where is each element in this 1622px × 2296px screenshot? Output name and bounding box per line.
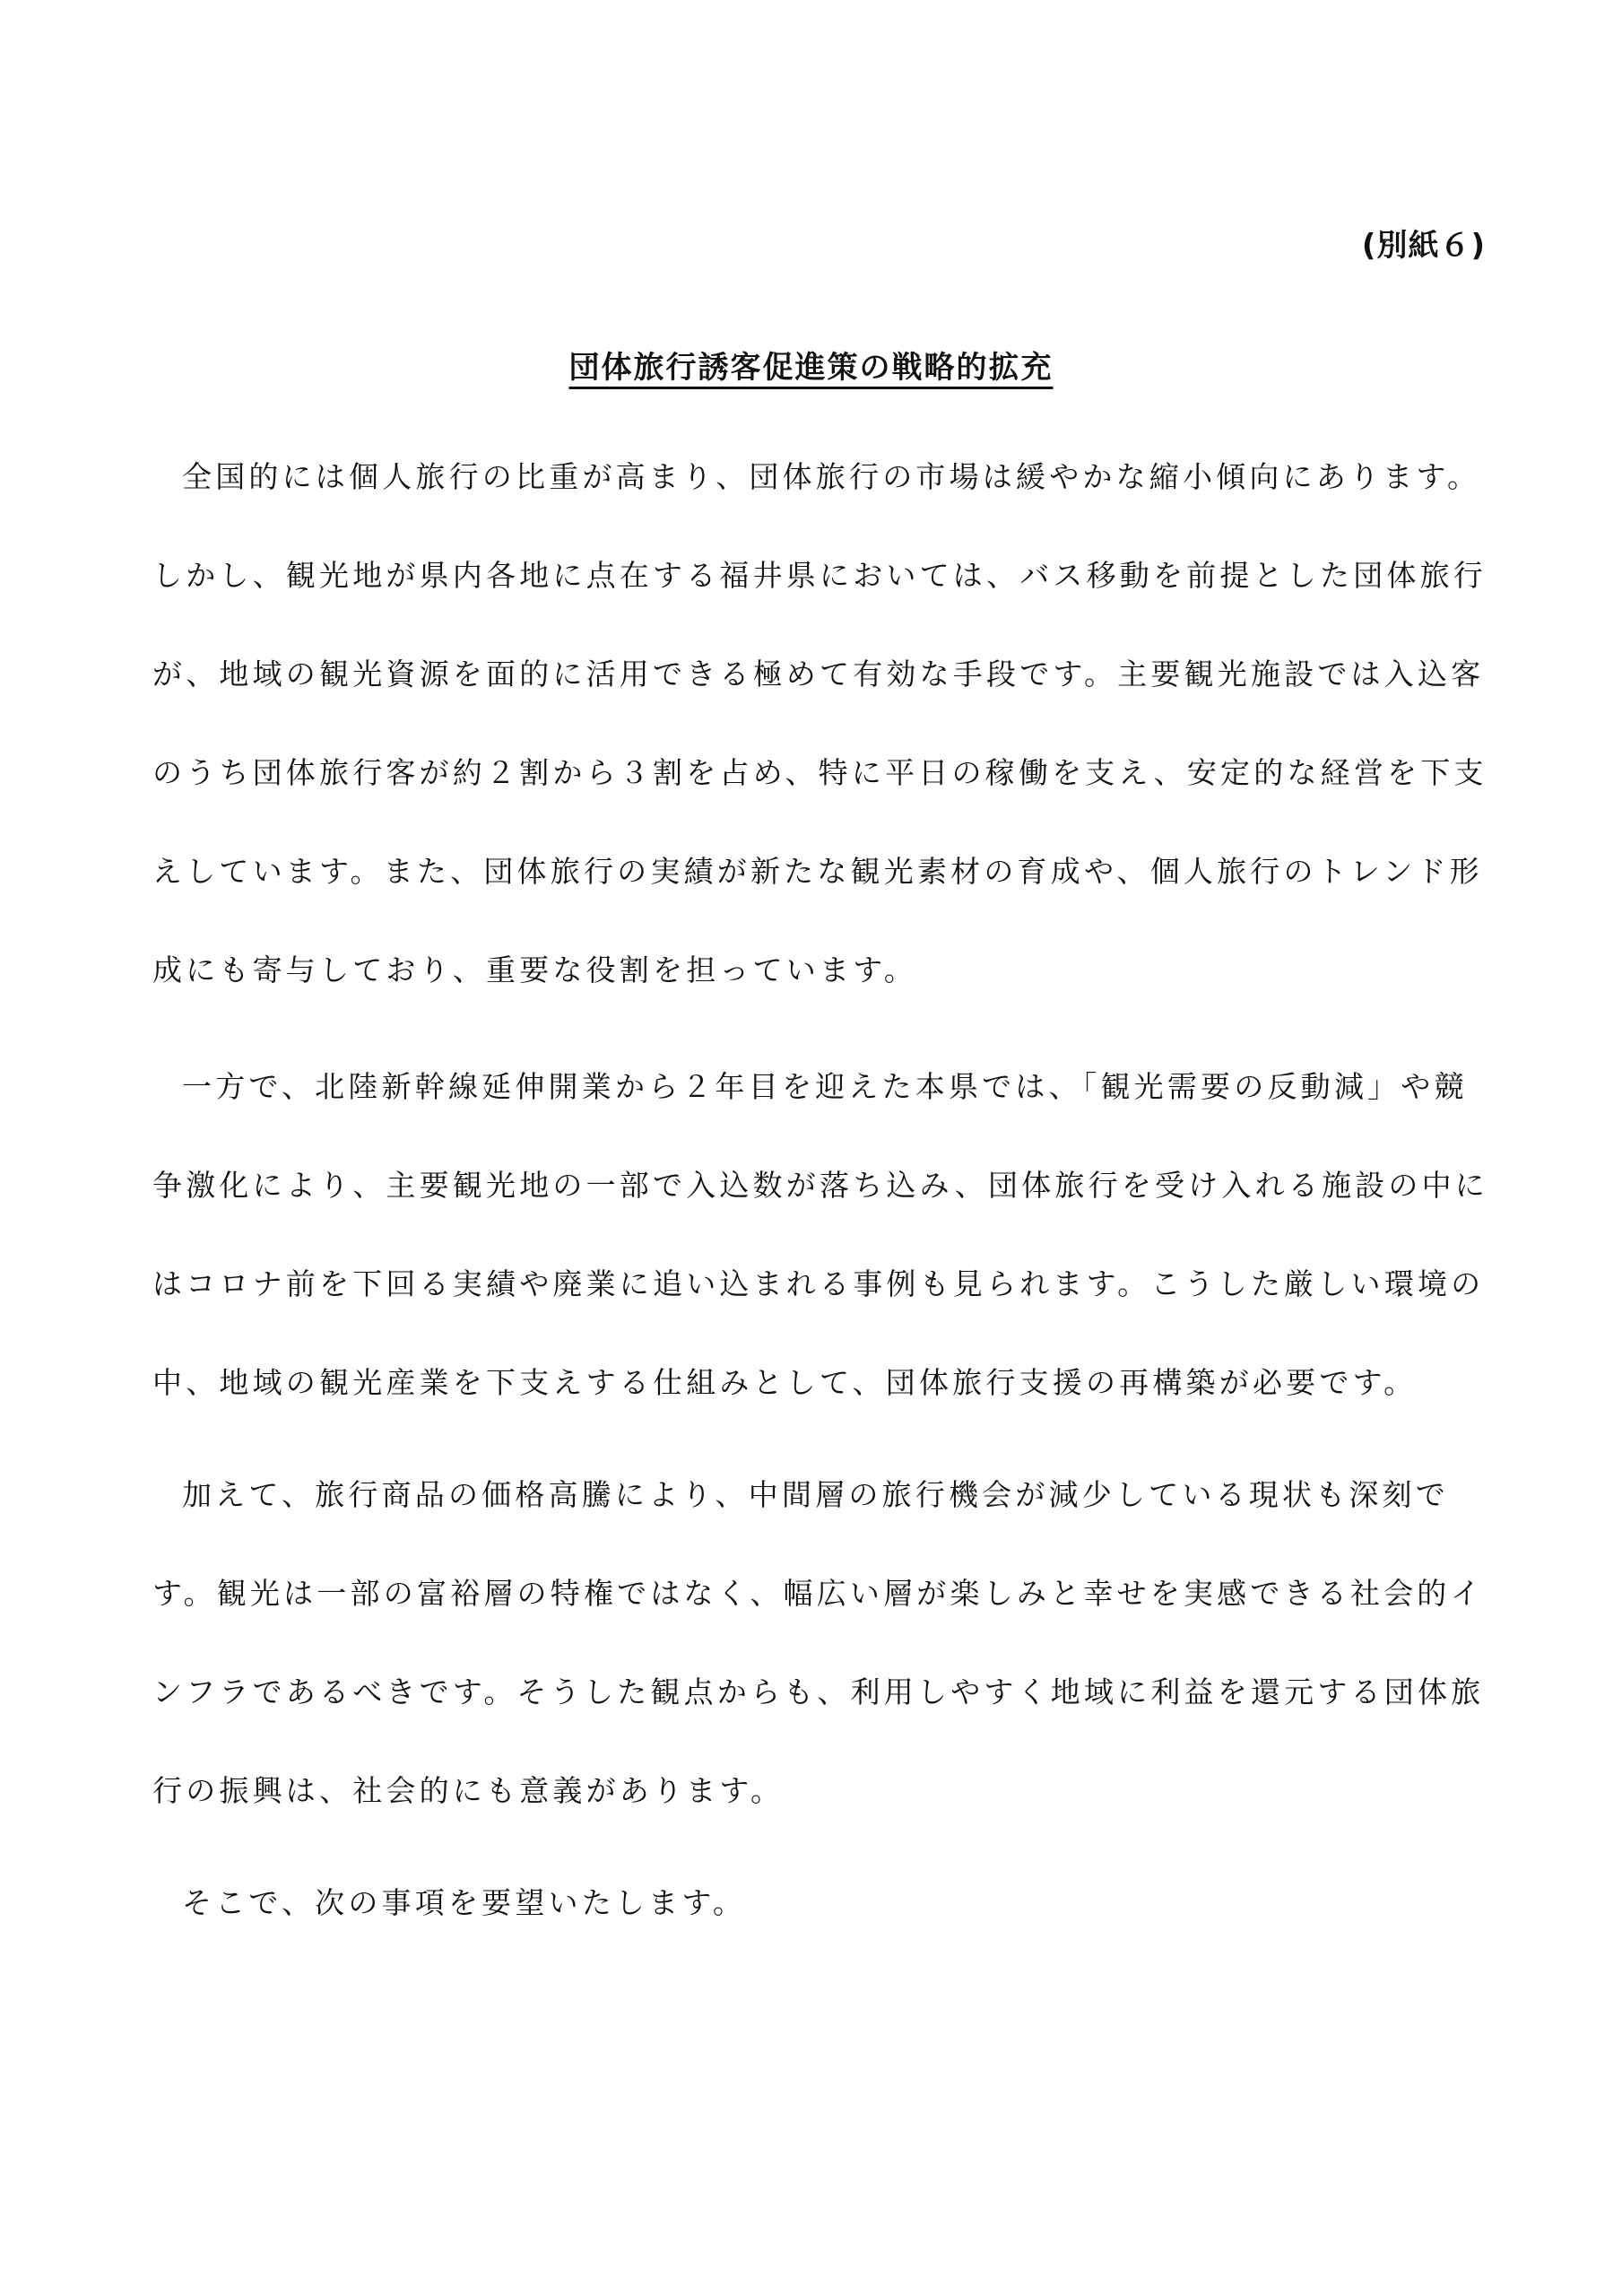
paragraph-line: えしています。また、団体旅行の実績が新たな観光素材の育成や、個人旅行のトレンド形 <box>152 854 1483 889</box>
paragraph-line: はコロナ前を下回る実績や廃業に追い込まれる事例も見られます。こうした厳しい環境の <box>152 1266 1485 1301</box>
paragraph-line: しかし、観光地が県内各地に点在する福井県においては、バス移動を前提とした団体旅行 <box>152 558 1487 593</box>
paragraph-line: す。観光は一部の富裕層の特権ではなく、幅広い層が楽しみと幸せを実感できる社会的イ <box>152 1576 1484 1611</box>
paragraph-line: 加えて、旅行商品の価格高騰により、中間層の旅行機会が減少している現状も深刻で <box>182 1477 1449 1512</box>
paragraph-line: 成にも寄与しており、重要な役割を担っています。 <box>152 952 917 987</box>
paragraph-line: 中、地域の観光産業を下支えする仕組みとして、団体旅行支援の再構築が必要です。 <box>152 1365 1418 1400</box>
paragraph-line: 全国的には個人旅行の比重が高まり、団体旅行の市場は緩やかな縮小傾向にあります。 <box>182 459 1481 494</box>
paragraph-line: のうち団体旅行客が約２割から３割を占め、特に平日の稼働を支え、安定的な経営を下支 <box>152 755 1488 790</box>
paragraph-line: 行の振興は、社会的にも意義があります。 <box>152 1773 785 1808</box>
document-title <box>0 343 1622 387</box>
document-title-text: 団体旅行誘客促進策の戦略的拡充 <box>568 350 1054 386</box>
paragraph-line: 一方で、北陸新幹線延伸開業から２年目を迎えた本県では、「観光需要の反動減」や競 <box>182 1069 1468 1104</box>
attachment-label: (別紙６) <box>1361 228 1486 264</box>
paragraph-line: 争激化により、主要観光地の一部で入込数が落ち込み、団体旅行を受け入れる施設の中に <box>152 1168 1488 1203</box>
paragraph-line: そこで、次の事項を要望いたします。 <box>182 1885 747 1920</box>
paragraph-line: ンフラであるべきです。そうした観点からも、利用しやすく地域に利益を還元する団体旅 <box>152 1674 1485 1709</box>
paragraph-line: が、地域の観光資源を面的に活用できる極めて有効な手段です。主要観光施設では入込客 <box>152 657 1485 691</box>
